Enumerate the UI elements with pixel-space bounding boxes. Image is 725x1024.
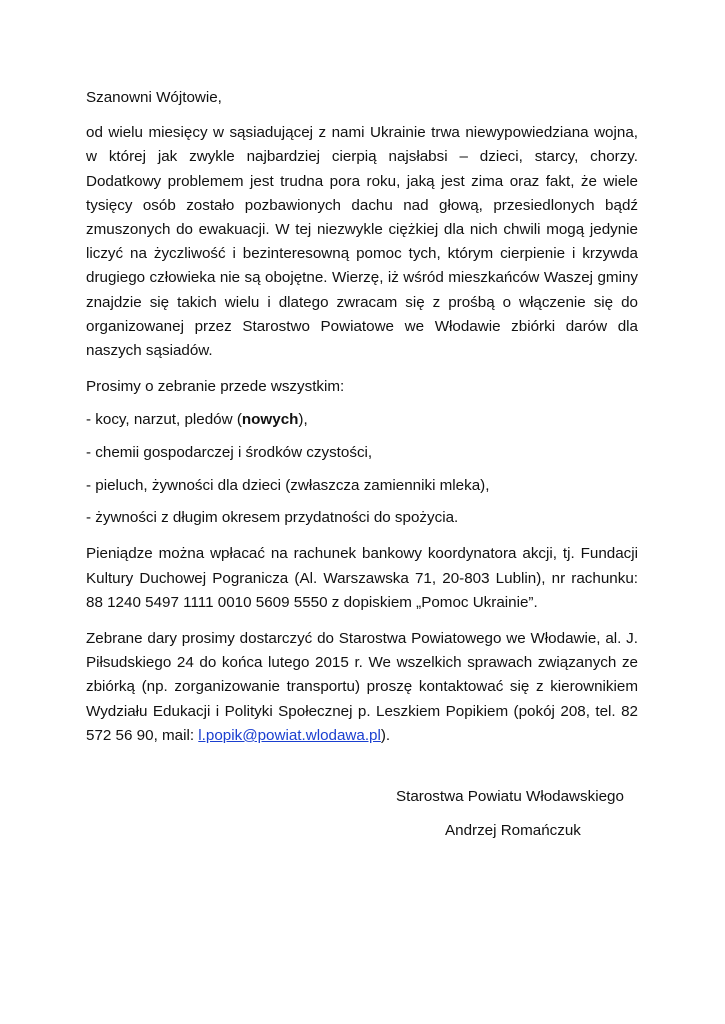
- signature-office: Starostwa Powiatu Włodawskiego: [396, 788, 624, 805]
- emphasis-new: nowych: [241, 411, 299, 429]
- paragraph-bank-account: Pieniądze można wpłacać na rachunek bankowy koordynatora akcji, tj. Fundacji Kultury Duchowej Pogranicza (Al. Warszawska 71, 20-803 Lublin), nr rachunku: 88 1240 5497 1111 0010 5609 5550 z dopiskiem „Pomoc Ukrainie”.: [86, 545, 638, 611]
- list-item: [86, 408, 638, 432]
- signature-name: Andrzej Romańczuk: [445, 822, 581, 839]
- list-item-suffix: ),: [298, 411, 308, 429]
- request-intro: Prosimy o zebranie przede wszystkim:: [86, 378, 345, 396]
- paragraph-delivery: [86, 627, 638, 748]
- list-item: - pieluch, żywności dla dzieci (zwłaszcza zamienniki mleka),: [86, 476, 490, 494]
- donation-list: [86, 408, 638, 530]
- letter-body: [86, 86, 638, 760]
- list-item-text: - kocy, narzut, pledów (: [86, 411, 242, 429]
- salutation: Szanowni Wójtowie,: [86, 89, 222, 106]
- email-link[interactable]: l.popik@powiat.wlodawa.pl: [198, 726, 381, 744]
- list-item: - chemii gospodarczej i środków czystości,: [86, 444, 373, 462]
- delivery-text-end: ).: [380, 726, 391, 744]
- list-item: - żywności z długim okresem przydatności do spożycia.: [86, 509, 459, 527]
- delivery-text: Zebrane dary prosimy dostarczyć do Starostwa Powiatowego we Włodawie, al. J. Piłsudskiego 24 do końca lutego 2015 r. We wszelkich sprawach związanych ze zbiórką (np. zorganizowanie transportu) proszę kontaktować się z kierownikiem Wydziału Edukacji i Polityki Społecznej p. Leszkiem Popikiem (pokój 208, tel. 82 572 56 90, mail:: [86, 630, 638, 744]
- paragraph-situation: od wielu miesięcy w sąsiadującej z nami Ukrainie trwa niewypowiedziana wojna, w której jak zwykle najbardziej cierpią najsłabsi – dzieci, starcy, chorzy. Dodatkowy problemem jest trudna pora roku, jaką jest zima oraz fakt, że wiele tysięcy osób zostało pozbawionych dachu nad głową, przesiedlonych bądź zmuszonych do ewakuacji. W tej niezwykle ciężkiej dla nich chwili mogą jedynie liczyć na życzliwość i bezinteresowną pomoc tych, którym cierpienie i krzywda drugiego człowieka nie są obojętne. Wierzę, iż wśród mieszkańców Waszej gminy znajdzie się takich wielu i dlatego zwracam się z prośbą o włączenie się do organizowanej przez Starostwo Powiatowe we Włodawie zbiórki darów dla naszych sąsiadów.: [86, 124, 638, 360]
